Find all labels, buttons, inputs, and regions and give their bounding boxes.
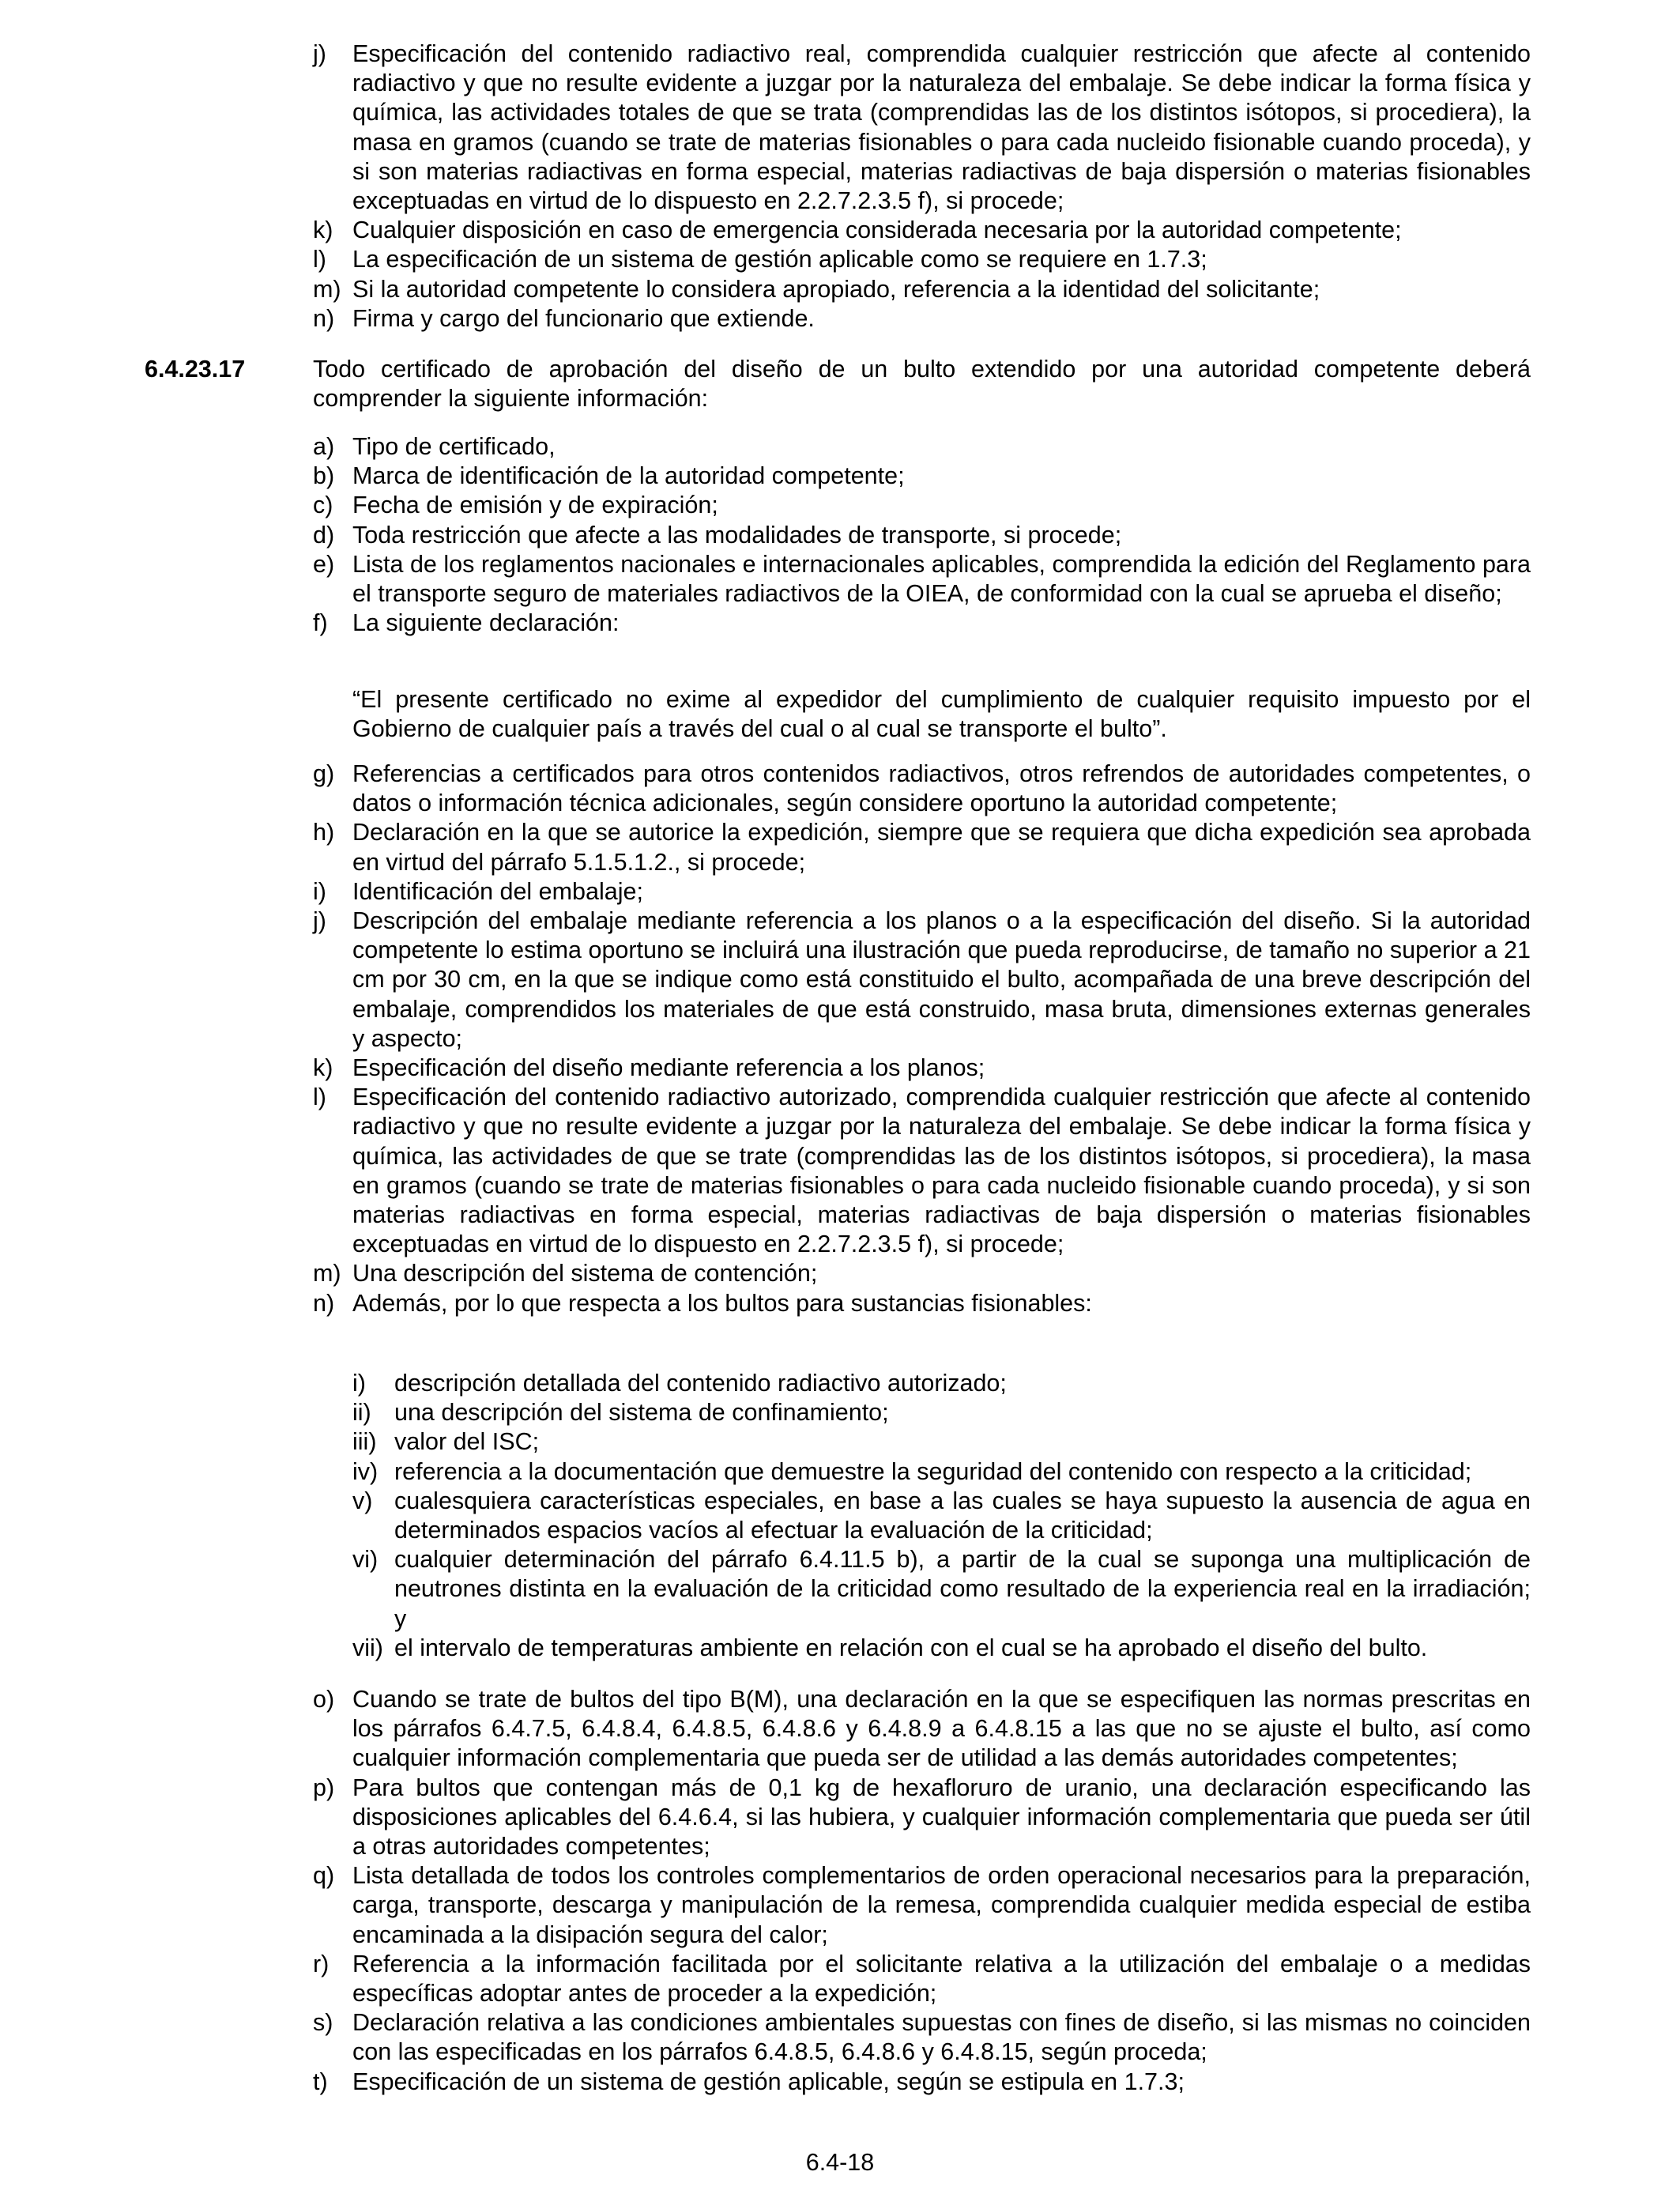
item-text: Referencia a la información facilitada por el solicitante relativa a la utilización del embalaje o a medidas específicas adoptar antes de proceder a la expedición;	[352, 1950, 1531, 2007]
sub-list-item	[352, 1457, 1531, 1487]
item-text: Cualquier disposición en caso de emergencia considerada necesaria por la autoridad competente;	[352, 217, 1402, 244]
item-text: Una descripción del sistema de contención;	[352, 1260, 818, 1287]
list-item	[313, 609, 1531, 638]
list-item	[313, 550, 1531, 609]
item-text: Identificación del embalaje;	[352, 877, 643, 905]
list-top	[313, 40, 1531, 334]
item-text: una descripción del sistema de confinamiento;	[394, 1399, 889, 1427]
item-text: valor del ISC;	[394, 1428, 540, 1456]
item-text: Tipo de certificado,	[352, 433, 556, 460]
item-label: b)	[313, 462, 335, 490]
item-text: Especificación del contenido radiactivo autorizado, comprendida cualquier restricción que afecte al contenido radiactivo y que no resulte evidente a juzgar por la naturaleza del embalaje. Se debe indicar la forma física y química, las actividades de que se trate (comprendidas las de los distintos isótopos, si procediera), la masa en gramos (cuando se trate de materias fisionables o para cada nucleido fisionable cuando proceda), y si son materias radiactivas en forma especial, materias radiactivas de baja dispersión o materias fisionables exceptuadas en virtud de lo dispuesto en 2.2.7.2.3.5 f), si procede;	[352, 1084, 1531, 1258]
item-label: d)	[313, 521, 335, 548]
item-text: Especificación de un sistema de gestión aplicable, según se estipula en 1.7.3;	[352, 2068, 1185, 2095]
list-item	[313, 1289, 1531, 1318]
item-text: Referencias a certificados para otros contenidos radiactivos, otros refrendos de autoridades competentes, o datos o información técnica adicionales, según considere oportuno la autoridad competente;	[352, 760, 1531, 817]
item-label: o)	[313, 1686, 335, 1713]
item-label: g)	[313, 760, 335, 787]
list-item	[313, 2008, 1531, 2067]
list-item	[313, 216, 1531, 245]
item-label: v)	[352, 1487, 373, 1514]
sub-list-item	[352, 1427, 1531, 1457]
item-text: Cuando se trate de bultos del tipo B(M), una declaración en la que se especifiquen las normas prescritas en los párrafos 6.4.7.5, 6.4.8.4, 6.4.8.5, 6.4.8.6 y 6.4.8.9 a 6.4.8.15 a las que no se ajuste el bulto, así como cualquier información complementaria que pueda ser de utilidad a las demás autoridades competentes;	[352, 1686, 1531, 1772]
sub-list-item	[352, 1398, 1531, 1427]
item-label: a)	[313, 433, 335, 460]
item-text: Especificación del diseño mediante referencia a los planos;	[352, 1054, 985, 1082]
item-label: n)	[313, 304, 335, 332]
list-item	[313, 275, 1531, 304]
item-label: ii)	[352, 1399, 371, 1427]
list-item	[313, 40, 1531, 216]
list-item	[313, 1054, 1531, 1083]
list-item	[313, 760, 1531, 818]
list-item	[313, 907, 1531, 1054]
list-item	[313, 432, 1531, 462]
list-item	[313, 491, 1531, 520]
item-label: i)	[352, 1370, 366, 1397]
section-intro: Todo certificado de aprobación del diseño de un bulto extendido por una autoridad competente deberá comprender la siguiente información:	[313, 356, 1531, 413]
item-label: r)	[313, 1950, 330, 1977]
list-item	[313, 1685, 1531, 1774]
list-item	[313, 1861, 1531, 1950]
item-text: Para bultos que contengan más de 0,1 kg de hexafloruro de uranio, una declaración especificando las disposiciones aplicables del 6.4.6.4, si las hubiera, y cualquier información complementaria que pueda ser útil a otras autoridades competentes;	[352, 1774, 1531, 1860]
list-item	[313, 1259, 1531, 1288]
list-item	[313, 2068, 1531, 2097]
item-label: q)	[313, 1862, 335, 1890]
item-label: iv)	[352, 1457, 379, 1485]
item-text: Declaración en la que se autorice la expedición, siempre que se requiera que dicha expedición sea aprobada en virtud del párrafo 5.1.5.1.2., si procede;	[352, 819, 1531, 876]
item-label: k)	[313, 1054, 333, 1082]
item-label: vii)	[352, 1634, 383, 1661]
item-text: Además, por lo que respecta a los bultos para sustancias fisionables:	[352, 1289, 1092, 1317]
item-label: c)	[313, 492, 333, 519]
item-label: e)	[313, 550, 335, 578]
item-label: k)	[313, 217, 333, 244]
item-text: Especificación del contenido radiactivo real, comprendida cualquier restricción que afecte al contenido radiactivo y que no resulte evidente a juzgar por la naturaleza del embalaje. Se debe indicar la forma física y química, las actividades totales de que se trata (comprendidas las de los distintos isótopos, si procediera), la masa en gramos (cuando se trate de materias fisionables o para cada nucleido fisionable cuando proceda), y si son materias radiactivas en forma especial, materias radiactivas de baja dispersión o materias fisionables exceptuadas en virtud de lo dispuesto en 2.2.7.2.3.5 f), si procede;	[352, 40, 1531, 215]
item-text: descripción detallada del contenido radiactivo autorizado;	[394, 1370, 1007, 1397]
sub-list-item	[352, 1369, 1531, 1398]
item-label: j)	[313, 40, 326, 67]
list-item	[313, 462, 1531, 491]
item-text: Descripción del embalaje mediante referencia a los planos o a la especificación del diseño. Si la autoridad competente lo estima oportuno se incluirá una ilustración que pueda reproducirse, de tamaño no superior a 21 cm por 30 cm, en la que se indique como está constituido el bulto, acompañada de una breve descripción del embalaje, comprendidos los materiales de que está construido, masa bruta, dimensiones externas generales y aspecto;	[352, 907, 1531, 1052]
item-label: iii)	[352, 1428, 377, 1456]
list-item	[313, 1950, 1531, 2008]
item-label: n)	[313, 1289, 335, 1317]
list-item	[313, 1774, 1531, 1862]
section-number: 6.4.23.17	[145, 356, 246, 383]
item-label: p)	[313, 1774, 335, 1801]
item-label: s)	[313, 2009, 333, 2037]
item-text: Marca de identificación de la autoridad competente;	[352, 462, 905, 490]
sub-list-item	[352, 1545, 1531, 1634]
sub-list-item	[352, 1634, 1531, 1663]
item-label: vi)	[352, 1546, 379, 1574]
list-item	[313, 818, 1531, 876]
item-text: cualquier determinación del párrafo 6.4.11.5 b), a partir de la cual se suponga una multiplicación de neutrones distinta en la evaluación de la criticidad como resultado de la experiencia real en la irradiación; y	[394, 1546, 1531, 1632]
list-o-t	[313, 1685, 1531, 2097]
item-text: Declaración relativa a las condiciones ambientales supuestas con fines de diseño, si las mismas no coinciden con las especificadas en los párrafos 6.4.8.5, 6.4.8.6 y 6.4.8.15, según proceda;	[352, 2009, 1531, 2066]
list-item	[313, 521, 1531, 550]
item-label: j)	[313, 907, 326, 935]
sub-list-fissile	[352, 1369, 1531, 1663]
item-label: l)	[313, 246, 326, 273]
list-item	[313, 245, 1531, 274]
list-item	[313, 1083, 1531, 1259]
list-a-f	[313, 432, 1531, 638]
item-text: Toda restricción que afecte a las modalidades de transporte, si procede;	[352, 521, 1122, 548]
item-label: m)	[313, 275, 341, 303]
page-number: 6.4-18	[805, 2149, 875, 2176]
list-item	[313, 304, 1531, 334]
item-text: Firma y cargo del funcionario que extiende.	[352, 304, 815, 332]
item-text: Si la autoridad competente lo considera apropiado, referencia a la identidad del solicitante;	[352, 275, 1320, 303]
item-text: La siguiente declaración:	[352, 609, 620, 637]
item-text: el intervalo de temperaturas ambiente en relación con el cual se ha aprobado el diseño del bulto.	[394, 1634, 1428, 1661]
item-text: Lista de los reglamentos nacionales e internacionales aplicables, comprendida la edición del Reglamento para el transporte seguro de materiales radiactivos de la OIEA, de conformidad con la cual se aprueba el diseño;	[352, 550, 1531, 608]
item-text: Fecha de emisión y de expiración;	[352, 492, 718, 519]
item-label: l)	[313, 1084, 326, 1111]
item-label: m)	[313, 1260, 341, 1287]
sub-list-item	[352, 1487, 1531, 1545]
list-g-n	[313, 760, 1531, 1318]
item-text: cualesquiera características especiales, en base a las cuales se haya supuesto la ausencia de agua en determinados espacios vacíos al efectuar la evaluación de la criticidad;	[394, 1487, 1531, 1544]
item-label: i)	[313, 877, 326, 905]
item-label: f)	[313, 609, 328, 637]
list-item	[313, 877, 1531, 907]
item-label: h)	[313, 819, 335, 846]
item-label: t)	[313, 2068, 328, 2095]
item-text: La especificación de un sistema de gestión aplicable como se requiere en 1.7.3;	[352, 246, 1207, 273]
item-text: referencia a la documentación que demuestre la seguridad del contenido con respecto a la criticidad;	[394, 1457, 1472, 1485]
quoted-declaration: “El presente certificado no exime al expedidor del cumplimiento de cualquier requisito impuesto por el Gobierno de cualquier país a través del cual o al cual se transporte el bulto”.	[352, 686, 1531, 743]
item-text: Lista detallada de todos los controles complementarios de orden operacional necesarios para la preparación, carga, transporte, descarga y manipulación de la remesa, comprendida cualquier medida especial de estiba encaminada a la disipación segura del calor;	[352, 1862, 1531, 1948]
